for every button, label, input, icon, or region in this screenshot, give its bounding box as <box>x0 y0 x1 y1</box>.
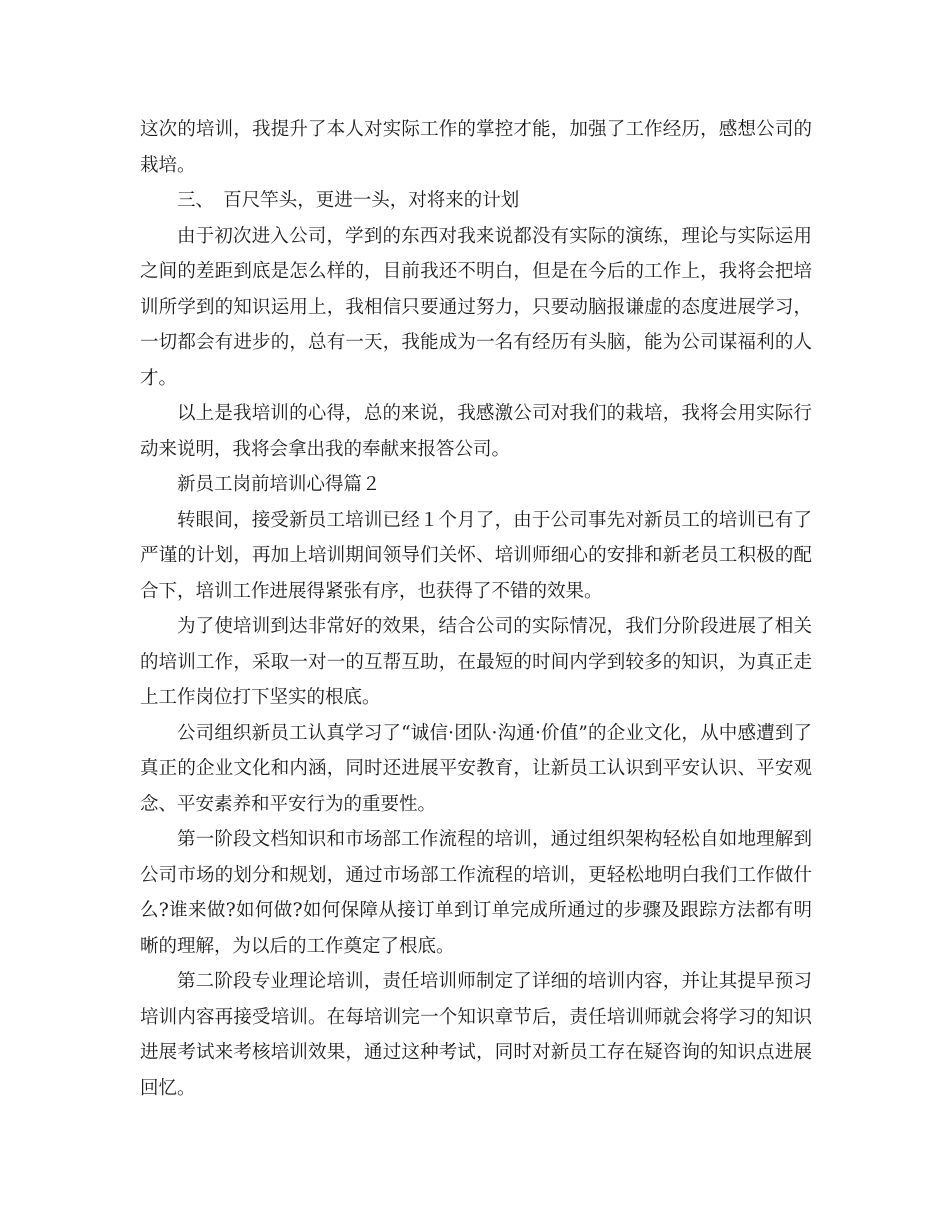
document-body <box>140 112 812 1106</box>
paragraph: 第二阶段专业理论培训，责任培训师制定了详细的培训内容，并让其提早预习培训内容再接受培训。在每培训完一个知识章节后，责任培训师就会将学习的知识进展考试来考核培训效果，通过这种考试，同时对新员工存在疑咨询的知识点进展回忆。 <box>140 971 812 1099</box>
paragraph: 第一阶段文档知识和市场部工作流程的培训，通过组织架构轻松自如地理解到公司市场的划分和规划，通过市场部工作流程的培训，更轻松地明白我们工作做什么?谁来做?如何做?如何保障从接订单到订单完成所通过的步骤及跟踪方法都有明晰的理解，为以后的工作奠定了根底。 <box>140 829 812 957</box>
paragraph: 转眼间，接受新员工培训已经１个月了，由于公司事先对新员工的培训已有了严谨的计划，再加上培训期间领导们关怀、培训师细心的安排和新老员工积极的配合下，培训工作进展得紧张有序，也获得了不错的效果。 <box>140 509 812 602</box>
section-heading: 三、 百尺竿头，更进一头，对将来的计划 <box>177 190 520 211</box>
paragraph: 这次的培训，我提升了本人对实际工作的掌控才能，加强了工作经历，感想公司的栽培。 <box>140 119 812 176</box>
section-heading: 新员工岗前培训心得篇２ <box>177 474 381 495</box>
paragraph: 公司组织新员工认真学习了“诚信·团队·沟通·价值”的企业文化，从中感遭到了真正的企业文化和内涵，同时还进展平安教育，让新员工认识到平安认识、平安观念、平安素养和平安行为的重要性。 <box>140 722 812 815</box>
paragraph: 以上是我培训的心得，总的来说，我感激公司对我们的栽培，我将会用实际行动来说明，我将会拿出我的奉献来报答公司。 <box>140 403 812 460</box>
paragraph: 为了使培训到达非常好的效果，结合公司的实际情况，我们分阶段进展了相关的培训工作，采取一对一的互帮互助，在最短的时间内学到较多的知识，为真正走上工作岗位打下坚实的根底。 <box>140 616 812 708</box>
paragraph: 由于初次进入公司，学到的东西对我来说都没有实际的演练，理论与实际运用之间的差距到底是怎么样的，目前我还不明白，但是在今后的工作上，我将会把培训所学到的知识运用上，我相信只要通过努力，只要动脑报谦虚的态度进展学习，一切都会有进步的，总有一天，我能成为一名有经历有头脑，能为公司谋福利的人才。 <box>140 225 812 389</box>
